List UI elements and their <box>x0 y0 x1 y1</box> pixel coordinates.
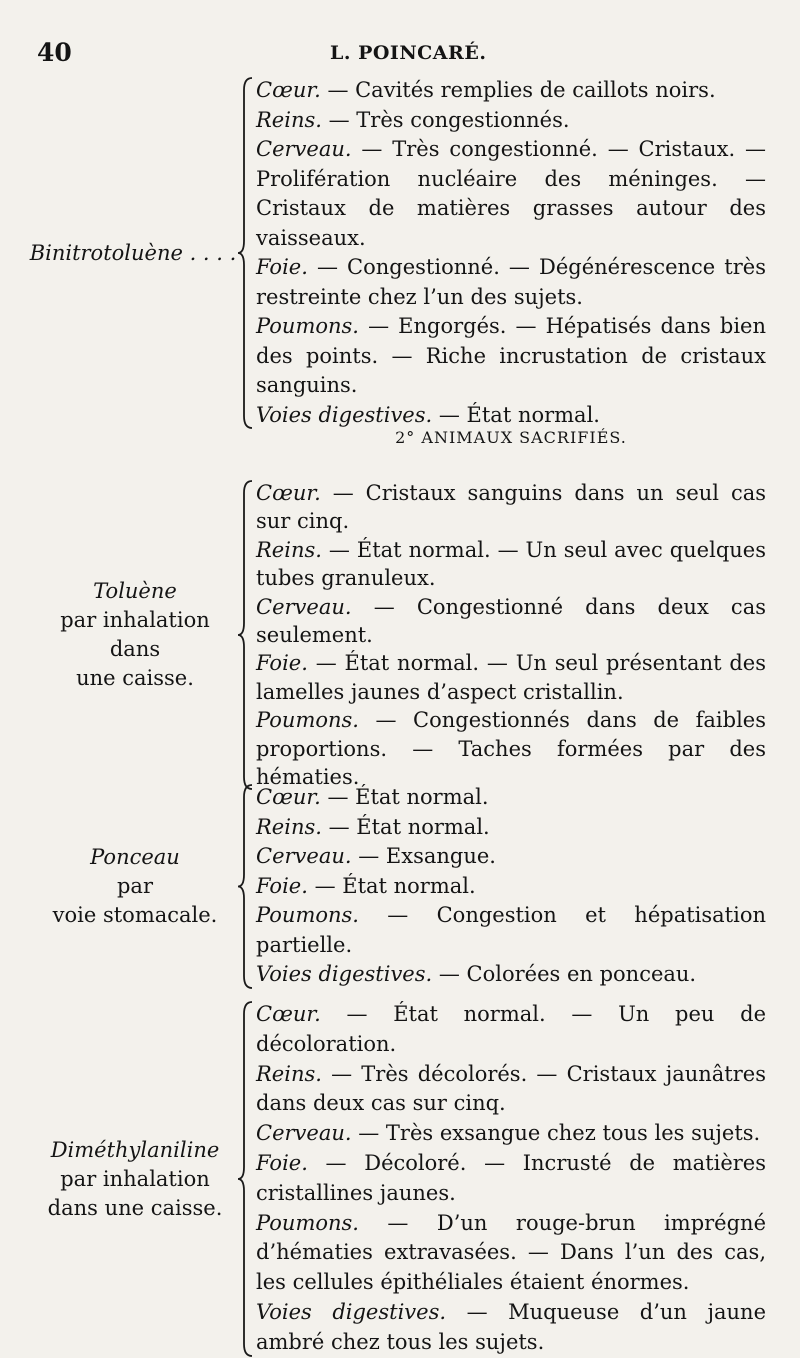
organ-name: Reins. <box>256 1061 322 1086</box>
organ-finding: — Congestionné. — Dégénérescence très restreinte chez l’un des sujets. <box>256 255 766 309</box>
organ-name: Cerveau. <box>256 594 352 619</box>
organ-finding: — État normal. — Un seul présentant des lamelles jaunes d’aspect cristallin. <box>256 651 766 704</box>
organ-name: Reins. <box>256 537 322 562</box>
organ-name: Poumons. <box>256 1210 359 1235</box>
organ-name: Poumons. <box>256 708 359 733</box>
substance-label <box>30 843 240 930</box>
organ-name: Voies digestives. <box>256 402 433 427</box>
organ-entry <box>256 706 766 791</box>
substance-label-line: dans une caisse. <box>47 1195 223 1220</box>
organ-finding: — Cavités remplies de caillots noirs. <box>320 78 716 102</box>
organ-name: Cerveau. <box>256 137 352 161</box>
organ-entry <box>256 1119 766 1149</box>
organ-entry <box>256 253 766 312</box>
organ-findings <box>256 783 766 990</box>
organ-finding: — État normal. <box>432 402 600 427</box>
organ-name: Poumons. <box>256 903 359 927</box>
organ-name: Cœur. <box>256 481 321 505</box>
organ-finding: — Colorées en ponceau. <box>432 962 697 986</box>
section-subheading: 2° ANIMAUX SACRIFIÉS. <box>395 428 627 447</box>
organ-entry <box>256 593 766 650</box>
organ-finding: — État normal. — Un seul avec quelques tubes granuleux. <box>256 537 766 591</box>
organ-entry <box>256 960 766 990</box>
organ-findings <box>256 479 766 791</box>
substance-label-line: Binitrotoluène . . . . <box>29 240 237 265</box>
organ-name: Foie. <box>256 255 308 279</box>
organ-entry <box>256 649 766 706</box>
organ-entry <box>256 479 766 536</box>
organ-finding: — Congestion et hépatisation partielle. <box>256 903 766 957</box>
organ-name: Cerveau. <box>256 1121 352 1146</box>
organ-entry <box>256 312 766 401</box>
organ-name: Cœur. <box>256 785 321 809</box>
organ-entry <box>256 401 766 431</box>
organ-finding: — État normal. <box>321 814 490 839</box>
organ-finding: — Engorgés. — Hépatisés dans bien des points. — Riche incrustation de cristaux sanguins. <box>256 314 766 397</box>
organ-finding: — Muqueuse d’un jaune ambré chez tous les sujets. <box>256 1299 767 1354</box>
organ-entry <box>256 872 766 902</box>
organ-entry <box>256 76 766 106</box>
organ-entry <box>256 842 766 872</box>
organ-name: Voies digestives. <box>256 1299 447 1324</box>
organ-finding: — Exsangue. <box>351 844 496 868</box>
organ-name: Voies digestives. <box>256 962 433 986</box>
running-title: L. POINCARÉ. <box>330 42 487 64</box>
organ-entry <box>256 901 766 960</box>
organ-name: Cœur. <box>256 78 321 102</box>
organ-finding: — Très congestionné. — Cristaux. — Prolifération nucléaire des méninges. — Cristaux de matières grasses autour des vaisseaux. <box>256 137 766 250</box>
curly-brace <box>236 76 256 430</box>
substance-label-line: par inhalation <box>60 1166 210 1191</box>
substance-label-line: par inhalation <box>60 608 210 632</box>
substance-label <box>28 239 238 268</box>
organ-finding: — État normal. <box>320 785 489 809</box>
substance-label-line: par <box>116 874 153 898</box>
organ-entry <box>256 1298 766 1358</box>
organ-finding: — Décoloré. — Incrusté de matières cristallines jaunes. <box>256 1150 766 1205</box>
organ-name: Foie. <box>256 873 308 898</box>
substance-label-line: dans <box>109 637 161 661</box>
organ-name: Reins. <box>256 814 322 839</box>
organ-name: Foie. <box>256 1150 308 1175</box>
organ-finding: — Cristaux sanguins dans un seul cas sur cinq. <box>256 481 766 534</box>
organ-entry <box>256 106 766 136</box>
organ-finding: — Très congestionnés. <box>321 107 570 132</box>
substance-label-line: voie stomacale. <box>52 903 218 927</box>
organ-entry <box>256 536 766 593</box>
organ-entry <box>256 1209 766 1298</box>
organ-entry <box>256 1149 766 1209</box>
organ-entry <box>256 1000 766 1060</box>
organ-name: Reins. <box>256 107 322 132</box>
organ-entry <box>256 813 766 843</box>
organ-findings <box>256 1000 766 1358</box>
organ-entry <box>256 783 766 813</box>
organ-name: Cerveau. <box>256 844 352 868</box>
organ-findings <box>256 76 766 430</box>
organ-name: Foie. <box>256 651 308 676</box>
organ-finding: — Très exsangue chez tous les sujets. <box>351 1121 761 1146</box>
substance-label <box>30 1136 240 1223</box>
organ-name: Cœur. <box>256 1002 321 1026</box>
substance-label-line: une caisse. <box>76 666 194 690</box>
organ-entry <box>256 1060 766 1120</box>
organ-finding: — Congestionné dans deux cas seulement. <box>256 594 766 648</box>
substance-label-line: Diméthylaniline <box>50 1137 220 1162</box>
organ-finding: — D’un rouge-brun imprégné d’hématies extravasées. — Dans l’un des cas, les cellules épithéliales étaient énormes. <box>256 1210 766 1295</box>
page-number: 40 <box>37 38 72 67</box>
organ-finding: — État normal. <box>307 873 476 898</box>
substance-label-line: Toluène <box>93 579 177 603</box>
substance-label-line: Ponceau <box>90 845 180 869</box>
organ-finding: — Congestionnés dans de faibles proportions. — Taches formées par des hématies. <box>256 708 766 790</box>
organ-name: Poumons. <box>256 314 359 338</box>
page-header <box>0 38 800 68</box>
substance-label <box>30 577 240 693</box>
organ-finding: — État normal. — Un peu de décoloration. <box>256 1002 766 1056</box>
organ-entry <box>256 135 766 253</box>
organ-finding: — Très décolorés. — Cristaux jaunâtres dans deux cas sur cinq. <box>256 1061 766 1116</box>
